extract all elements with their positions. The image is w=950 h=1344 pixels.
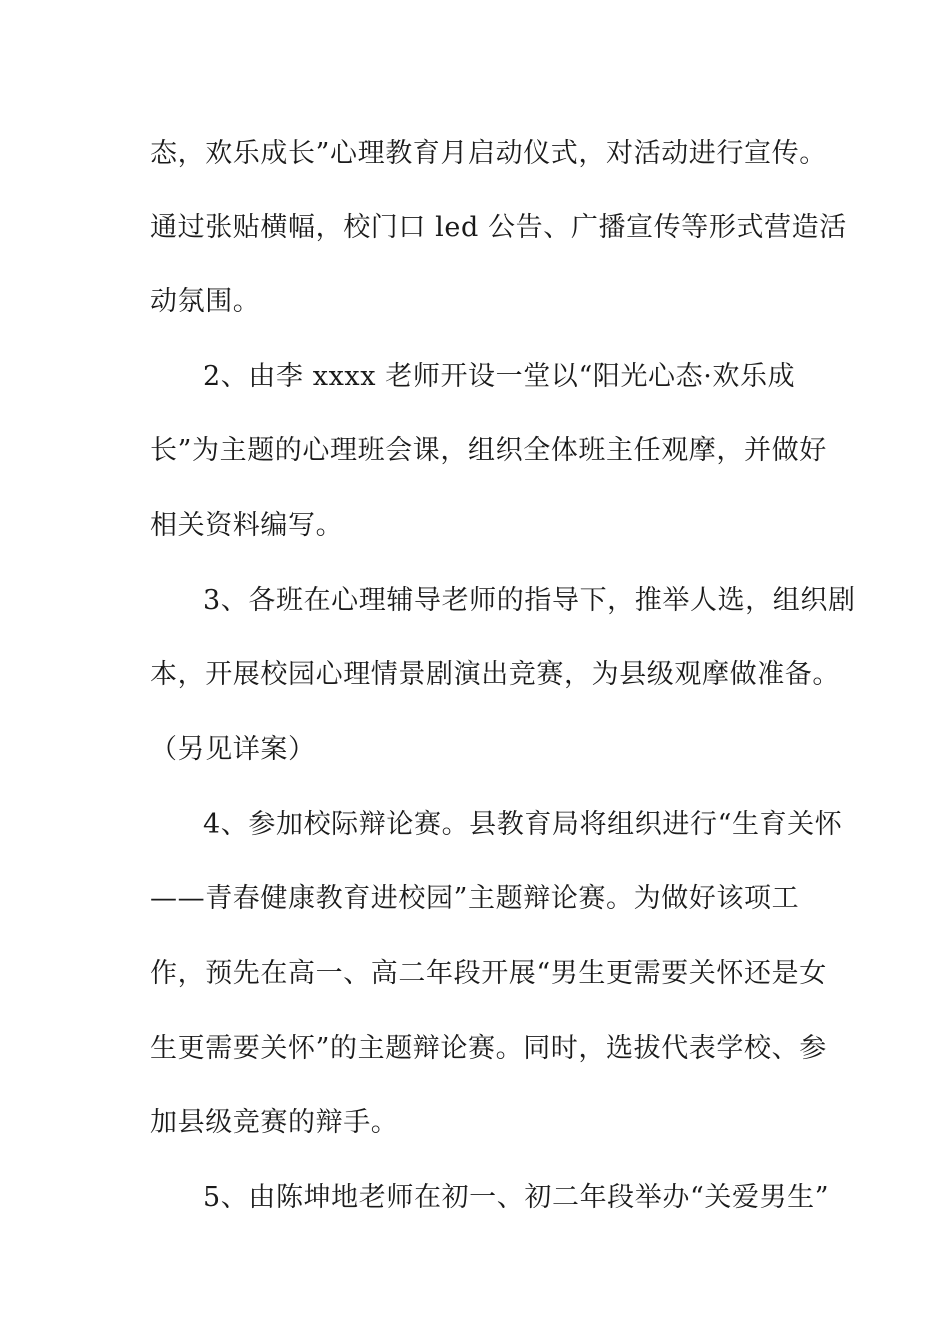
text-line: ——青春健康教育进校园”主题辩论赛。为做好该项工	[150, 883, 800, 914]
text-line: 作，预先在高一、高二年段开展“男生更需要关怀还是女	[150, 958, 827, 989]
text-line: 本，开展校园心理情景剧演出竞赛，为县级观摩做准备。	[150, 659, 840, 690]
text-line: 态，欢乐成长”心理教育月启动仪式，对活动进行宣传。	[150, 138, 827, 169]
text-line: 3、各班在心理辅导老师的指导下，推举人选，组织剧	[203, 585, 856, 616]
text-line: （另见详案）	[150, 734, 316, 765]
text-line: 动氛围。	[150, 286, 261, 317]
text-line: 通过张贴横幅，校门口 led 公告、广播宣传等形式营造活	[150, 212, 847, 243]
text-line: 4、参加校际辩论赛。县教育局将组织进行“生育关怀	[203, 809, 843, 840]
text-line: 加县级竞赛的辩手。	[150, 1107, 399, 1138]
text-line: 相关资料编写。	[150, 510, 344, 541]
text-line: 长”为主题的心理班会课，组织全体班主任观摩，并做好	[150, 435, 827, 466]
text-line: 5、由陈坤地老师在初一、初二年段举办“关爱男生”	[203, 1182, 830, 1213]
text-line: 生更需要关怀”的主题辩论赛。同时，选拔代表学校、参	[150, 1033, 827, 1064]
text-line: 2、由李 xxxx 老师开设一堂以“阳光心态·欢乐成	[203, 361, 796, 392]
